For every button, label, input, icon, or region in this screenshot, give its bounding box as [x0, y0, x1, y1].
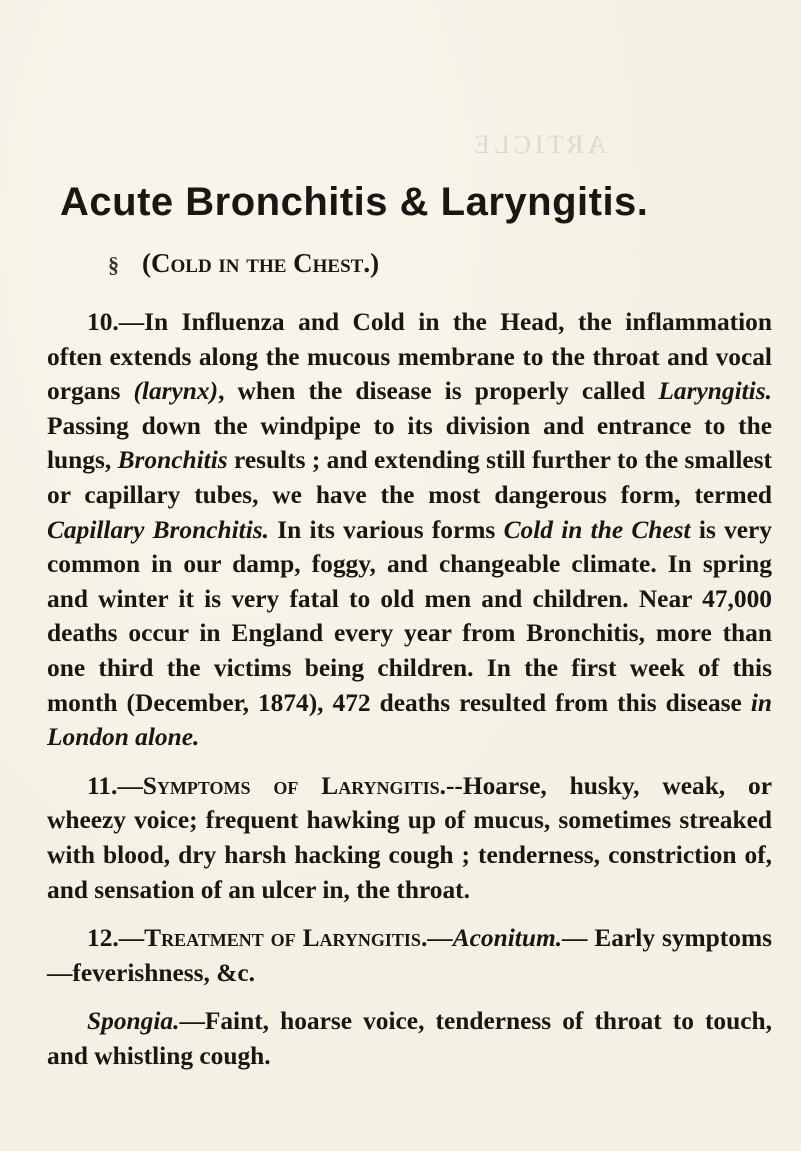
term-bronchitis: Bronchitis — [117, 446, 228, 475]
body-text — [47, 305, 772, 1073]
subtitle-text: (Cold in the Chest.) — [142, 248, 380, 278]
remedy-aconitum: Aconitum. — [452, 924, 563, 953]
term-capillary-bronchitis: Capillary Bronchitis. — [47, 515, 270, 544]
section-mark-icon: § — [108, 252, 119, 277]
term-cold-in-chest: Cold in the Chest — [503, 515, 691, 544]
paragraph-number: 10. — [87, 308, 119, 336]
remedy-spongia: Spongia. — [87, 1007, 180, 1036]
paragraph-10: 10.—In Influenza and Cold in the Head, the inflammation often extends along the mucous membrane to the throat and vocal organs (larynx), when the disease is properly called Laryngitis. Passing down the windpipe to its division and entrance to the lungs, Bronchitis results ; and extending still further to the smallest or capillary tubes, we have the most dangerous form, termed Capillary Bronchitis. In its various forms Cold in the Chest is very common in our damp, foggy, and changeable climate. In spring and winter it is very fatal to old men and children. Near 47,000 deaths occur in England every year from Bronchitis, more than one third the victims being children. In the first week of this month (December, 1874), 472 deaths resulted from this disease in London alone. — [47, 308, 773, 752]
term-london: in London alone. — [47, 688, 772, 752]
term-laryngitis: Laryngitis. — [658, 377, 772, 406]
paragraph-number: 11. — [87, 771, 118, 800]
paragraph-12: 12.—Treatment of Laryngitis.—Aconitum.— Early symptoms—feverishness, &c. — [47, 924, 772, 987]
paragraph-11: 11.—Symptoms of Laryngitis.--Hoarse, husky, weak, or wheezy voice; frequent hawking up of mucus, sometimes streaked with blood, dry harsh hacking cough ; tenderness, constriction of, and sensation of an ulcer in, the throat. — [47, 771, 772, 904]
paragraph-number: 12. — [87, 924, 119, 953]
section-heading: —Symptoms of Laryngitis. — [117, 771, 446, 800]
subtitle — [108, 248, 768, 279]
page-title: Acute Bronchitis & Laryngitis. — [60, 180, 649, 224]
bleed-through-text: ARTICLE — [470, 130, 607, 159]
paragraph-spongia: Spongia.—Faint, hoarse voice, tenderness of throat to touch, and whistling cough. — [47, 1007, 772, 1070]
section-heading: —Treatment of Laryngitis. — [118, 924, 428, 953]
term-larynx: (larynx) — [133, 377, 219, 406]
